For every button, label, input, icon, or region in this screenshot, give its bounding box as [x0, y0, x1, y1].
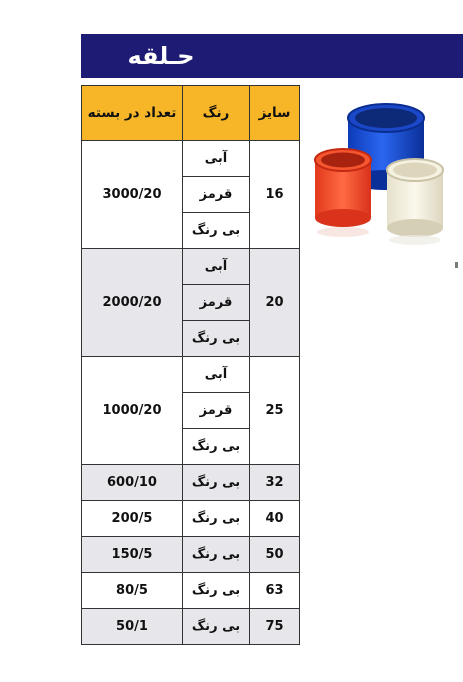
color-cell: آبی	[183, 141, 250, 177]
size-cell: 32	[250, 465, 300, 501]
color-cell: بی رنگ	[183, 465, 250, 501]
table-header-row	[82, 86, 300, 141]
size-cell: 16	[250, 141, 300, 249]
table-row	[82, 609, 300, 645]
qty-cell: 200/5	[82, 501, 183, 537]
color-cell: بی رنگ	[183, 537, 250, 573]
table-row	[82, 357, 300, 393]
color-cell: قرمز	[183, 285, 250, 321]
color-cell: آبی	[183, 249, 250, 285]
header-qty: تعداد در بسته	[82, 86, 183, 141]
qty-cell: 80/5	[82, 573, 183, 609]
color-cell: قرمز	[183, 177, 250, 213]
color-cell: بی رنگ	[183, 573, 250, 609]
size-cell: 75	[250, 609, 300, 645]
qty-cell: 1000/20	[82, 357, 183, 465]
header-color: رنگ	[183, 86, 250, 141]
table-row	[82, 573, 300, 609]
color-cell: بی رنگ	[183, 501, 250, 537]
table-row	[82, 501, 300, 537]
size-cell: 25	[250, 357, 300, 465]
qty-cell: 2000/20	[82, 249, 183, 357]
size-cell: 40	[250, 501, 300, 537]
size-cell: 20	[250, 249, 300, 357]
qty-cell: 150/5	[82, 537, 183, 573]
size-cell: 63	[250, 573, 300, 609]
color-cell: بی رنگ	[183, 321, 250, 357]
table-row	[82, 249, 300, 285]
table-row	[82, 141, 300, 177]
title-bar	[81, 34, 463, 78]
qty-cell: 3000/20	[82, 141, 183, 249]
size-cell: 50	[250, 537, 300, 573]
color-cell: بی رنگ	[183, 609, 250, 645]
color-cell: قرمز	[183, 393, 250, 429]
clear-ring	[387, 159, 443, 237]
header-size: سایز	[250, 86, 300, 141]
product-photo	[303, 100, 461, 250]
table-row	[82, 537, 300, 573]
qty-cell: 600/10	[82, 465, 183, 501]
color-cell: بی رنگ	[183, 213, 250, 249]
decorative-dot	[455, 262, 458, 268]
color-cell: آبی	[183, 357, 250, 393]
spec-table	[81, 85, 300, 645]
color-cell: بی رنگ	[183, 429, 250, 465]
page-title: حـلقه	[127, 42, 195, 70]
qty-cell: 50/1	[82, 609, 183, 645]
table-row	[82, 465, 300, 501]
red-ring	[315, 149, 371, 227]
